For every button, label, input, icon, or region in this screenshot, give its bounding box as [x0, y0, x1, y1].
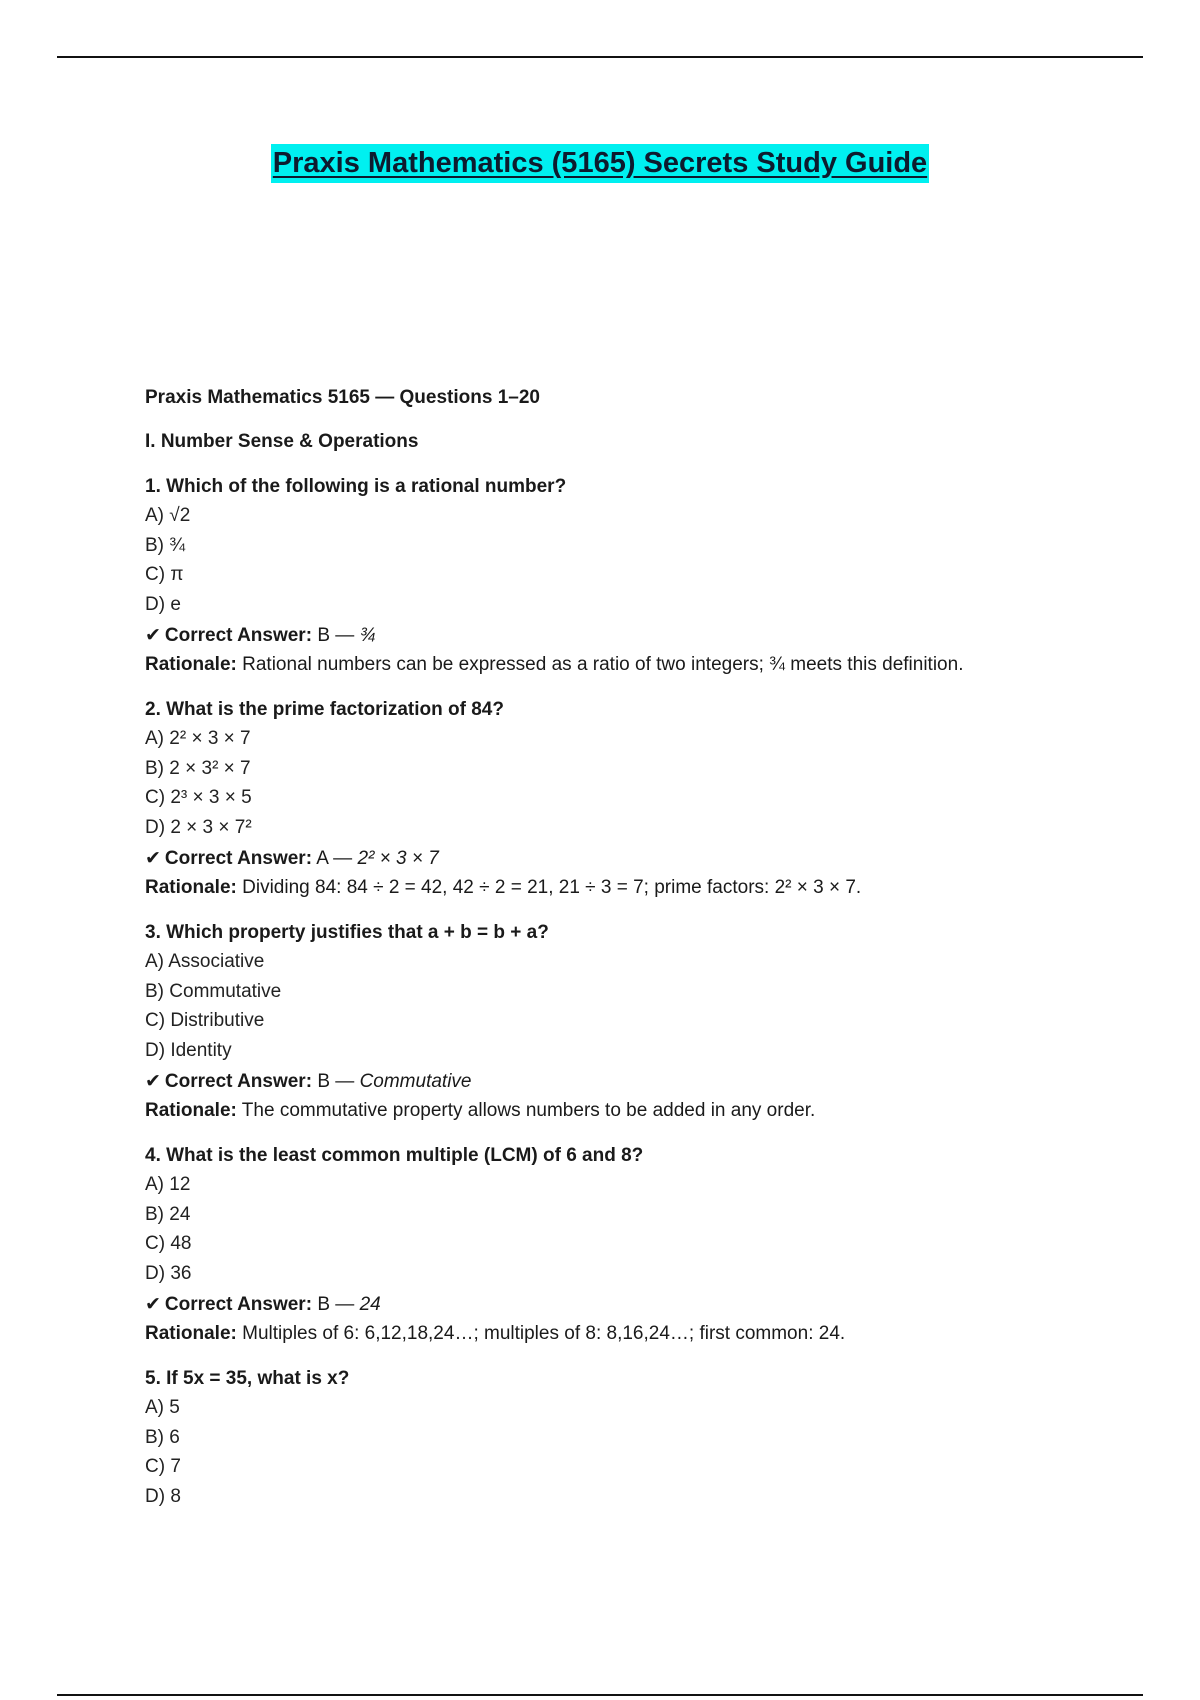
answer-option: B) 2 × 3² × 7 [145, 757, 251, 779]
answer-option: B) 24 [145, 1203, 191, 1225]
correct-answer-prefix: B — [317, 1294, 360, 1315]
correct-answer-label: Correct Answer: [164, 625, 313, 646]
answer-option: C) Distributive [145, 1010, 265, 1031]
answer-option: D) 8 [145, 1485, 181, 1507]
rationale-text: Dividing 84: 84 ÷ 2 = 42, 42 ÷ 2 = 21, 21 ÷ 3 = 7; prime factors: 2² × 3 × 7. [242, 877, 862, 898]
answer-option: D) Identity [145, 1039, 232, 1061]
question-text: 3. Which property justifies that a + b = b + a? [145, 922, 549, 943]
answer-option: C) 7 [145, 1456, 181, 1477]
answer-option: A) Associative [145, 951, 265, 972]
correct-answer-value: ¾ [359, 625, 376, 646]
answer-option: A) √2 [145, 505, 191, 526]
answer-option: D) 36 [145, 1262, 192, 1284]
correct-answer-prefix: A — [316, 848, 358, 869]
correct-answer-value: 24 [359, 1294, 381, 1315]
checkmark-icon: ✔ [145, 848, 161, 869]
answer-option: C) 48 [145, 1233, 192, 1254]
page-title: Praxis Mathematics (5165) Secrets Study Guide [271, 144, 929, 183]
rationale [145, 874, 1145, 902]
answer-option: B) 6 [145, 1426, 180, 1448]
correct-answer [145, 1067, 1145, 1097]
rationale-text: The commutative property allows numbers to be added in any order. [241, 1100, 816, 1121]
question-block [145, 473, 1145, 679]
correct-answer-value: Commutative [359, 1071, 472, 1092]
question-block [145, 1142, 1145, 1348]
correct-answer-label: Correct Answer: [164, 1294, 313, 1315]
document-heading: Praxis Mathematics 5165 — Questions 1–20 [145, 387, 540, 408]
question-text: 1. Which of the following is a rational number? [145, 476, 567, 497]
checkmark-icon: ✔ [145, 1294, 161, 1315]
answer-option: C) 2³ × 3 × 5 [145, 787, 252, 808]
correct-answer-prefix: B — [317, 1071, 360, 1092]
correct-answer-label: Correct Answer: [164, 848, 313, 869]
correct-answer-value: 2² × 3 × 7 [357, 848, 439, 869]
top-rule [57, 56, 1143, 58]
rationale [145, 651, 1145, 679]
correct-answer-prefix: B — [317, 625, 360, 646]
rationale-label: Rationale: [145, 654, 237, 675]
correct-answer-label: Correct Answer: [164, 1071, 313, 1092]
answer-option: D) 2 × 3 × 7² [145, 816, 252, 838]
question-block [145, 919, 1145, 1125]
rationale-label: Rationale: [145, 1323, 237, 1344]
rationale [145, 1320, 1145, 1348]
correct-answer [145, 844, 1145, 874]
rationale-text: Rational numbers can be expressed as a ratio of two integers; ¾ meets this definition. [242, 654, 964, 675]
question-block [145, 1365, 1145, 1511]
answer-option: C) π [145, 564, 184, 585]
question-text: 4. What is the least common multiple (LCM) of 6 and 8? [145, 1145, 644, 1166]
answer-option: D) e [145, 593, 181, 615]
correct-answer [145, 1290, 1145, 1320]
checkmark-icon: ✔ [145, 625, 161, 646]
section-heading: I. Number Sense & Operations [145, 431, 419, 452]
checkmark-icon: ✔ [145, 1071, 161, 1092]
answer-option: A) 12 [145, 1174, 191, 1195]
answer-option: B) ¾ [145, 534, 186, 556]
answer-option: A) 2² × 3 × 7 [145, 728, 251, 749]
document-body [145, 384, 1145, 1511]
bottom-rule [57, 1694, 1143, 1696]
question-block [145, 696, 1145, 902]
title-container [0, 144, 1200, 183]
question-text: 2. What is the prime factorization of 84? [145, 699, 504, 720]
correct-answer [145, 621, 1145, 651]
rationale-label: Rationale: [145, 1100, 237, 1121]
rationale [145, 1097, 1145, 1125]
question-text: 5. If 5x = 35, what is x? [145, 1368, 350, 1389]
answer-option: A) 5 [145, 1397, 180, 1418]
rationale-text: Multiples of 6: 6,12,18,24…; multiples of 8: 8,16,24…; first common: 24. [242, 1323, 846, 1344]
rationale-label: Rationale: [145, 877, 237, 898]
answer-option: B) Commutative [145, 980, 282, 1002]
